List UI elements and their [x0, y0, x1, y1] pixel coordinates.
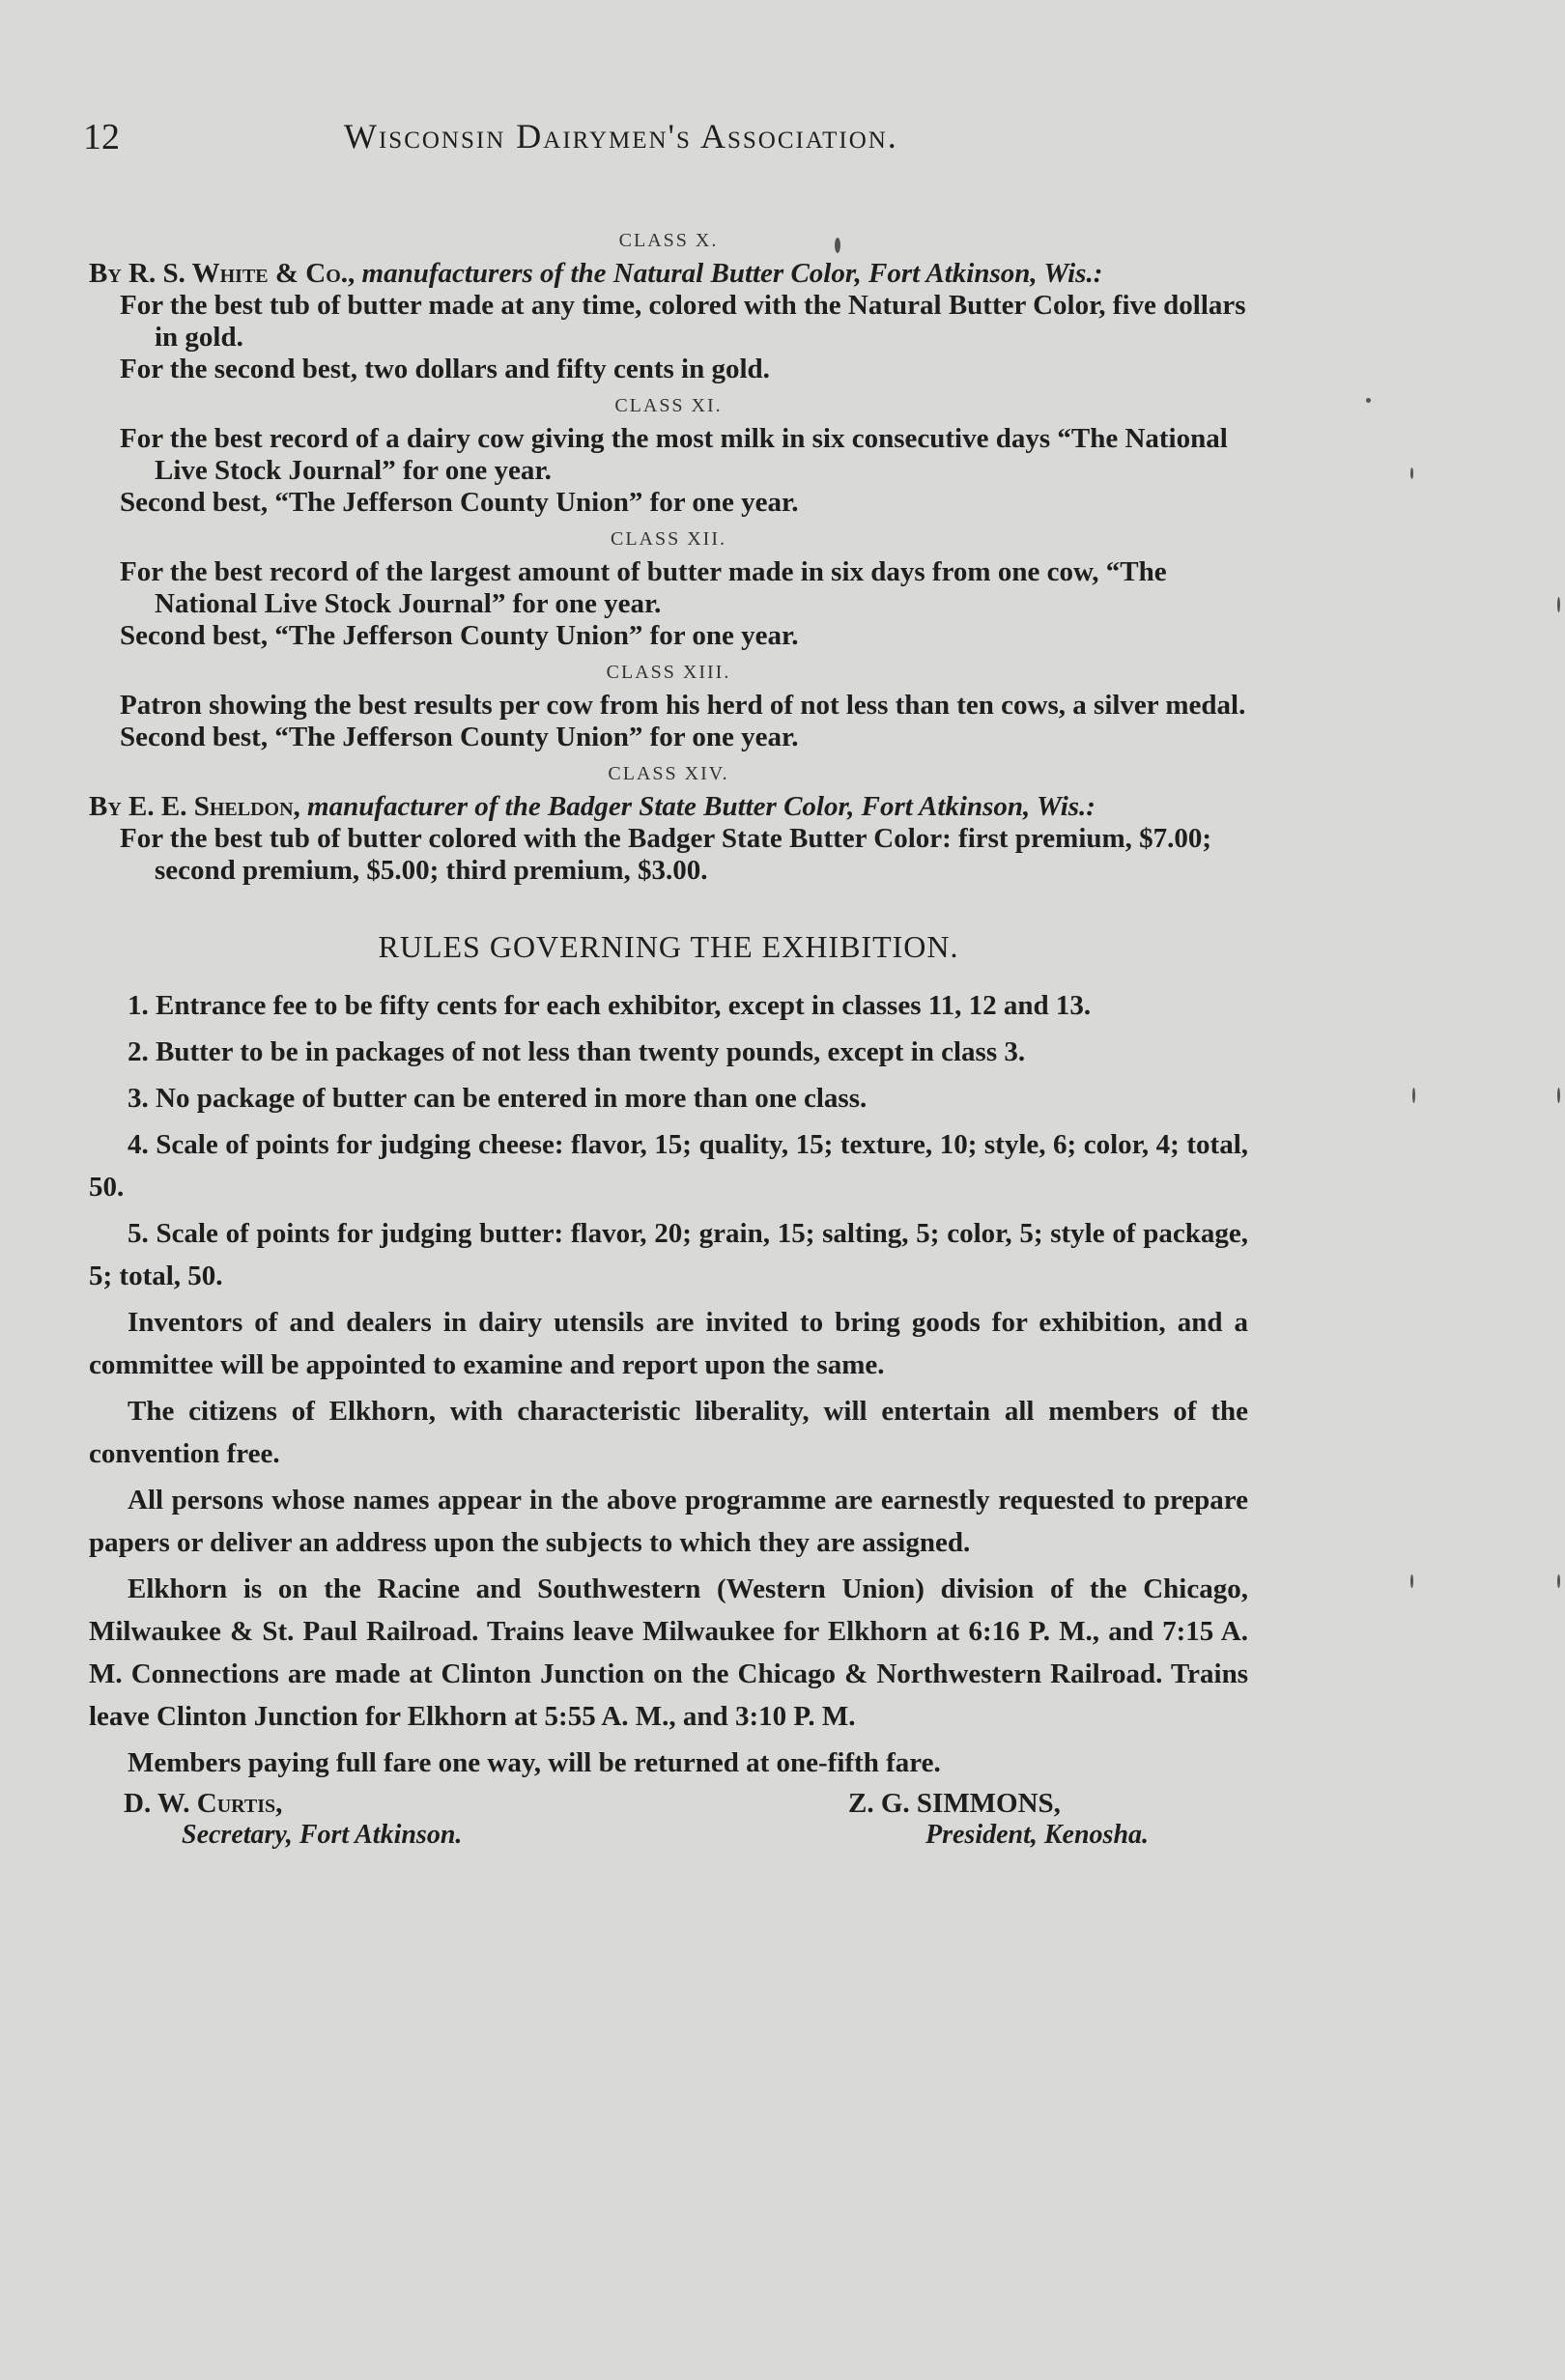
class-xiv-sponsor-name: E. E. Sheldon,: [128, 791, 300, 822]
class-xii-first-prize: For the best record of the largest amount of butter made in six days from one cow, “The National Live Stock Journal” for one year.: [120, 556, 1167, 619]
class-xiv-premiums: For the best tub of butter colored with the Badger State Butter Color: first premium, $7.00; second premium, $5.00; third premium, $3.00.: [120, 823, 1212, 886]
class-xiv-sponsor-desc: manufacturer of the Badger State Butter Color, Fort Atkinson, Wis.:: [307, 791, 1096, 822]
running-title: Wisconsin Dairymen's Association.: [344, 117, 898, 156]
class-x-sponsor-name: R. S. White & Co.,: [128, 258, 356, 289]
signatures: [89, 1788, 1248, 1865]
secretary-name: D. W. Curtis,: [124, 1788, 283, 1819]
notice-paragraph: Inventors of and dealers in dairy utensils are invited to bring goods for exhibition, and a committee will be appointed to examine and report upon the same.: [89, 1307, 1248, 1380]
notice-paragraph: Members paying full fare one way, will be returned at one-fifth fare.: [128, 1747, 941, 1778]
rule-item: 3. No package of butter can be entered in more than one class.: [128, 1083, 868, 1114]
scan-speck: [1366, 398, 1371, 403]
class-xiv-sponsor: [89, 791, 1248, 823]
class-xi-heading: CLASS XI.: [614, 395, 723, 416]
rules-heading: RULES GOVERNING THE EXHIBITION.: [378, 929, 959, 964]
rule-item: 5. Scale of points for judging butter: flavor, 20; grain, 15; salting, 5; color, 5; style of package, 5; total, 50.: [89, 1218, 1248, 1291]
class-xiv-heading: CLASS XIV.: [608, 763, 729, 784]
class-x-by-prefix: By: [89, 258, 122, 289]
notice-paragraph: The citizens of Elkhorn, with characteristic liberality, will entertain all members of the convention free.: [89, 1396, 1248, 1469]
class-xiii-second-prize: Second best, “The Jefferson County Union” for one year.: [120, 722, 799, 752]
president-name: Z. G. SIMMONS,: [848, 1788, 1061, 1819]
president-role: President, Kenosha.: [925, 1820, 1150, 1850]
page-number: 12: [83, 117, 120, 157]
scan-speck: [1557, 1574, 1560, 1588]
notice-paragraph: Elkhorn is on the Racine and Southwestern (Western Union) division of the Chicago, Milwaukee & St. Paul Railroad. Trains leave Milwaukee for Elkhorn at 6:16 P. M., and 7:15 A. M. Connections are made at Clinton Junction on the Chicago & Northwestern Railroad. Trains leave Clinton Junction for Elkhorn at 5:55 A. M., and 3:10 P. M.: [89, 1573, 1248, 1732]
class-xiii-first-prize: Patron showing the best results per cow from his herd of not less than ten cows, a silver medal.: [120, 690, 1246, 721]
page-header: [83, 116, 1242, 164]
scan-speck: [1410, 1574, 1413, 1588]
secretary-role: Secretary, Fort Atkinson.: [182, 1820, 463, 1850]
notice-paragraph: All persons whose names appear in the above programme are earnestly requested to prepare papers or deliver an address upon the subjects to which they are assigned.: [89, 1485, 1248, 1558]
rule-item: 1. Entrance fee to be fifty cents for each exhibitor, except in classes 11, 12 and 13.: [128, 990, 1092, 1021]
rule-item: 2. Butter to be in packages of not less than twenty pounds, except in class 3.: [128, 1036, 1026, 1067]
class-x-second-prize: For the second best, two dollars and fifty cents in gold.: [120, 354, 770, 384]
scan-speck: [1557, 1088, 1560, 1103]
rule-item: 4. Scale of points for judging cheese: flavor, 15; quality, 15; texture, 10; style, 6; color, 4; total, 50.: [89, 1129, 1248, 1203]
class-xii-second-prize: Second best, “The Jefferson County Union” for one year.: [120, 620, 799, 651]
class-xiii-heading: CLASS XIII.: [606, 662, 731, 683]
scan-speck: [1412, 1088, 1415, 1103]
class-x-heading: CLASS X.: [618, 230, 719, 251]
scan-speck: [1410, 468, 1413, 479]
class-x-sponsor-desc: manufacturers of the Natural Butter Color, Fort Atkinson, Wis.:: [361, 258, 1103, 289]
signature-secretary: [124, 1788, 462, 1851]
scan-speck: [835, 238, 840, 253]
class-xiv-by-prefix: By: [89, 791, 122, 822]
class-xi-second-prize: Second best, “The Jefferson County Union” for one year.: [120, 487, 799, 518]
class-xi-first-prize: For the best record of a dairy cow giving the most milk in six consecutive days “The National Live Stock Journal” for one year.: [120, 423, 1228, 486]
class-x-sponsor: [89, 258, 1248, 290]
scan-speck: [1557, 597, 1560, 612]
page-body: [89, 220, 1248, 1865]
signature-president: [848, 1788, 1149, 1851]
class-xii-heading: CLASS XII.: [610, 528, 726, 550]
class-x-first-prize: For the best tub of butter made at any time, colored with the Natural Butter Color, five dollars in gold.: [120, 290, 1246, 353]
